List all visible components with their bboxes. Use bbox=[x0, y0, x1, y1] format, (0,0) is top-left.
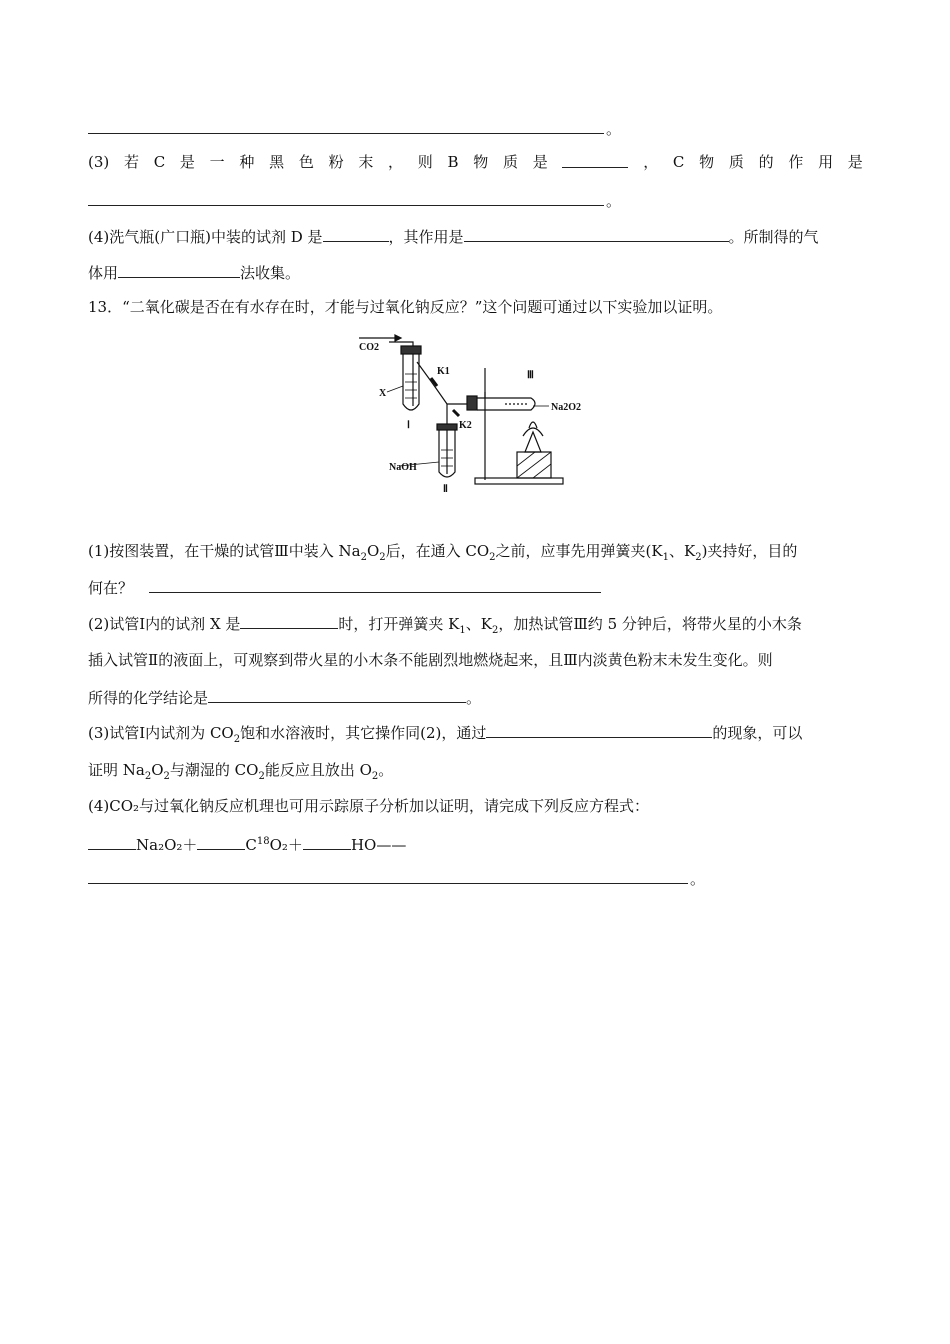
q3-char: 种 bbox=[239, 153, 255, 171]
q12-part4-line: (4)洗气瓶(广口瓶)中装的试剂 D 是 ，其作用是 。所制得的气 bbox=[88, 228, 819, 246]
q3-char: 粉 bbox=[328, 153, 344, 171]
label-co2: CO2 bbox=[359, 342, 379, 353]
q3-char: 若 bbox=[123, 153, 139, 171]
q13-part4: (4)CO₂与过氧化钠反应机理也可用示踪原子分析加以证明，请完成下列反应方程式： bbox=[88, 797, 650, 815]
q13-part2-line2: 插入试管Ⅱ的液面上，可观察到带火星的小木条不能剧烈地燃烧起来，且Ⅲ内淡黄色粉末未发生变化。则 bbox=[88, 651, 773, 669]
equation-answer-blank[interactable] bbox=[88, 868, 688, 884]
label-naoh: NaOH bbox=[389, 462, 417, 473]
q12-part3-line bbox=[88, 152, 863, 172]
block-hatching bbox=[517, 452, 551, 478]
label-na2o2: Na2O2 bbox=[551, 402, 581, 413]
purpose-answer-blank[interactable] bbox=[149, 577, 601, 593]
purpose-blank[interactable] bbox=[464, 226, 729, 242]
q3-char: 质 bbox=[503, 153, 519, 171]
q3-char: C bbox=[153, 153, 166, 171]
label-x: X bbox=[379, 388, 387, 399]
q3-char: (3) bbox=[88, 153, 110, 171]
q3-char: 则 bbox=[417, 153, 433, 171]
conclusion-blank[interactable] bbox=[208, 687, 466, 703]
q3-char: 物 bbox=[473, 153, 489, 171]
q3-char: C bbox=[672, 153, 685, 171]
label-k1: K1 bbox=[437, 366, 450, 377]
answer-line-2: 。 bbox=[88, 190, 621, 211]
answer-line-1: 。 bbox=[88, 118, 621, 139]
reagent-d-blank[interactable] bbox=[323, 226, 389, 242]
coef-blank-1[interactable] bbox=[88, 834, 136, 850]
reagent-x-blank[interactable] bbox=[240, 613, 338, 629]
collection-method-blank[interactable] bbox=[118, 262, 240, 278]
label-tube-2: Ⅱ bbox=[443, 484, 448, 492]
apparatus-figure bbox=[355, 332, 595, 492]
q13-part3: (3)试管Ⅰ内试剂为 $CO_2$饱和水溶液时，其它操作同(2)，通过 的现象，可以 bbox=[88, 724, 803, 745]
q13-part1-line2: 何在？ bbox=[88, 577, 601, 598]
q3-char: 用 bbox=[818, 153, 834, 171]
q13-part2-line3: 所得的化学结论是 。 bbox=[88, 689, 482, 707]
label-tube-1: Ⅰ bbox=[407, 420, 410, 431]
q13-part3-line2: 证明 $Na_2O_2$与潮湿的 $CO_2$能反应且放出 $O_2$。 bbox=[88, 761, 394, 782]
clamp-k2 bbox=[453, 410, 459, 416]
q3-char: 是 bbox=[532, 153, 548, 171]
q3-char: 一 bbox=[209, 153, 225, 171]
q3-char: B bbox=[447, 153, 459, 171]
q3-char: 黑 bbox=[269, 153, 285, 171]
equation-answer-line: 。 bbox=[88, 868, 705, 889]
co2-arrowhead bbox=[395, 335, 401, 341]
q3-char: 色 bbox=[298, 153, 314, 171]
q13-stem: 13．“二氧化碳是否在有水存在时，才能与过氧化钠反应？”这个问题可通过以下实验加以证明。 bbox=[88, 298, 723, 316]
q3-char: 的 bbox=[758, 153, 774, 171]
q13-part1: (1)按图装置，在干燥的试管Ⅲ中装入 $Na_2O_2$后，在通入 $CO_2$之前，应事先用弹簧夹($K_1$、$K_2$)夹持好，目的 bbox=[88, 542, 798, 563]
q3-char: 是 bbox=[179, 153, 195, 171]
label-k2: K2 bbox=[459, 420, 472, 431]
answer-blank[interactable] bbox=[88, 118, 604, 134]
b-substance-blank[interactable] bbox=[562, 152, 628, 168]
answer-blank[interactable] bbox=[88, 190, 604, 206]
stand-base bbox=[475, 478, 563, 484]
q3-comma: ， bbox=[643, 153, 659, 171]
stopper-3 bbox=[467, 396, 477, 410]
q3-char: 作 bbox=[788, 153, 804, 171]
stopper-1 bbox=[401, 346, 421, 354]
q3-char: 物 bbox=[699, 153, 715, 171]
q13-part2: (2)试管Ⅰ内的试剂 X 是 时，打开弹簧夹 $K_1$、$K_2$，加热试管Ⅲ约 5 分钟后，将带火星的小木条 bbox=[88, 615, 802, 636]
label-line-x bbox=[387, 386, 403, 392]
q3-char: 是 bbox=[847, 153, 863, 171]
q3-char: 末 bbox=[358, 153, 374, 171]
q3-char: ， bbox=[388, 153, 404, 171]
q12-part4-line2: 体用 法收集。 bbox=[88, 264, 301, 282]
equation-line: $Na_2O_2+ C^{18}O_2+$ HO—— bbox=[88, 832, 406, 855]
burner bbox=[525, 432, 541, 452]
flame bbox=[529, 422, 537, 428]
stopper-2 bbox=[437, 424, 457, 430]
label-tube-3: Ⅲ bbox=[527, 370, 534, 381]
phenomenon-blank[interactable] bbox=[486, 722, 712, 738]
coef-blank-2[interactable] bbox=[197, 834, 245, 850]
q3-char: 质 bbox=[728, 153, 744, 171]
coef-blank-3[interactable] bbox=[303, 834, 351, 850]
